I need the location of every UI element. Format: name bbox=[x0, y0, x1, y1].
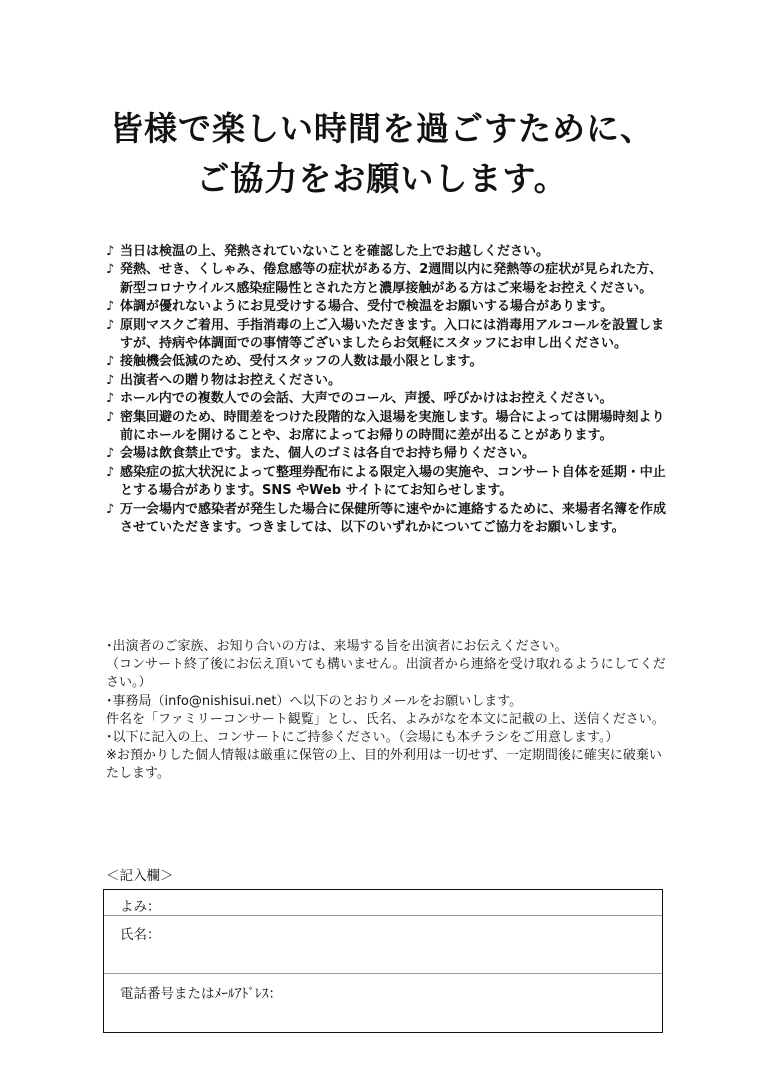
precaution-text: 感染症の拡大状況によって整理券配布による限定入場の実施や、コンサート自体を延期・中止とする場合があります。SNS やWeb サイトにてお知らせします。 bbox=[120, 464, 666, 499]
precaution-item bbox=[106, 445, 668, 463]
precaution-item bbox=[106, 298, 668, 316]
precaution-item bbox=[106, 261, 668, 298]
precaution-text: 接触機会低減のため、受付スタッフの人数は最小限とします。 bbox=[120, 354, 483, 370]
precaution-item bbox=[106, 317, 668, 354]
precaution-text: 出演者への贈り物はお控えください。 bbox=[120, 372, 342, 388]
info-line: ※お預かりした個人情報は厳重に保管の上、目的外利用は一切せず、一定期間後に確実に破棄いたします。 bbox=[106, 748, 662, 782]
info-line: ･出演者のご家族、お知り合いの方は、来場する旨を出演者にお伝えください。 bbox=[106, 639, 568, 654]
precaution-item bbox=[106, 409, 668, 446]
info-line: ･以下に記入の上、コンサートにご持参ください。（会場にも本チラシをご用意します。） bbox=[106, 730, 619, 746]
precaution-text: 万一会場内で感染者が発生した場合に保健所等に速やかに連絡するために、来場者名簿を作成させていただきます。つきましては、以下のいずれかについてご協力をお願いします。 bbox=[120, 501, 667, 536]
info-line: ･事務局（info@nishisui.net）へ以下のとおりメールをお願いします。 bbox=[106, 693, 523, 709]
music-note-icon: ♪ bbox=[106, 464, 115, 480]
info-line: （コンサート終了後にお伝え頂いても構いません。出演者から連絡を受け取れるようにしてください。） bbox=[106, 657, 666, 691]
contact-label: 電話番号またはﾒｰﾙｱﾄﾞﾚｽ： bbox=[120, 986, 282, 1002]
name-label: 氏名： bbox=[120, 927, 161, 943]
music-note-icon: ♪ bbox=[106, 244, 115, 259]
music-note-icon: ♪ bbox=[106, 409, 115, 425]
precaution-text: 密集回避のため、時間差をつけた段階的な入退場を実施します。場合によっては開場時刻より前にホールを開けることや、お席によってお帰りの時間に差が出ることがあります。 bbox=[120, 409, 665, 444]
yomi-row[interactable] bbox=[104, 890, 662, 916]
music-note-icon: ♪ bbox=[106, 262, 115, 278]
contact-row[interactable] bbox=[104, 974, 662, 1032]
precaution-item bbox=[106, 501, 668, 538]
precaution-item bbox=[106, 243, 668, 261]
entry-form bbox=[103, 889, 663, 1033]
music-note-icon: ♪ bbox=[106, 354, 115, 370]
music-note-icon: ♪ bbox=[106, 446, 115, 462]
precaution-item bbox=[106, 390, 668, 408]
precaution-text: ホール内での複数人での会話、大声でのコール、声援、呼びかけはお控えください。 bbox=[120, 391, 613, 407]
precaution-text: 発熱、せき、くしゃみ、倦怠感等の症状がある方、2週間以内に発熱等の症状が見られた方、新型コロナウイルス感染症陽性とされた方と濃厚接触がある方はご来場をお控えください。 bbox=[120, 262, 663, 296]
name-row[interactable] bbox=[104, 916, 662, 974]
page-title-line-2: ご協力をお願いします。 bbox=[196, 159, 568, 198]
precaution-text: 原則マスクご着用、手指消毒の上ご入場いただきます。入口には消毒用アルコールを設置しますが、持病や体調面での事情等ございましたらお気軽にスタッフにお申し出ください。 bbox=[120, 317, 665, 352]
music-note-icon: ♪ bbox=[106, 372, 115, 388]
precaution-text: 体調が優れないようにお見受けする場合、受付で検温をお願いする場合があります。 bbox=[120, 299, 613, 315]
precaution-item bbox=[106, 372, 668, 390]
yomi-label: よみ： bbox=[120, 899, 161, 915]
form-heading: ＜記入欄＞ bbox=[106, 868, 174, 884]
page-title-line-1: 皆様で楽しい時間を過ごすために、 bbox=[110, 109, 654, 148]
music-note-icon: ♪ bbox=[106, 317, 115, 333]
music-note-icon: ♪ bbox=[106, 391, 115, 407]
info-line: 件名を「ファミリーコンサート観覧」とし、氏名、よみがなを本文に記載の上、送信ください。 bbox=[106, 711, 665, 727]
precaution-item bbox=[106, 464, 668, 501]
attendance-info bbox=[106, 638, 668, 784]
music-note-icon: ♪ bbox=[106, 501, 115, 517]
precaution-text: 当日は検温の上、発熱されていないことを確認した上でお越しください。 bbox=[120, 244, 550, 259]
precaution-item bbox=[106, 353, 668, 371]
precaution-text: 会場は飲食禁止です。また、個人のゴミは各自でお持ち帰りください。 bbox=[120, 446, 535, 462]
music-note-icon: ♪ bbox=[106, 299, 115, 315]
precaution-list bbox=[106, 243, 668, 538]
